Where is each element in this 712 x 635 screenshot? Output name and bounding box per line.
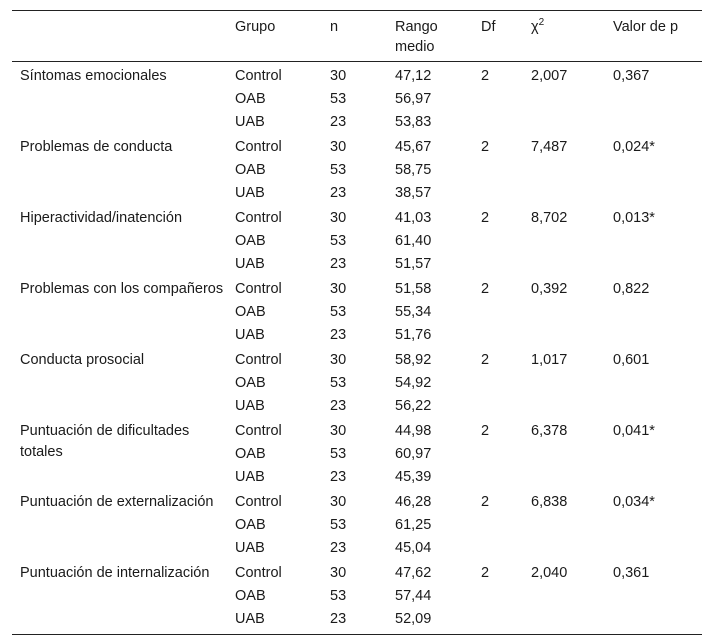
results-table: [12, 10, 702, 635]
rango-cell: 60,97: [395, 446, 432, 462]
p-cell: 0,024*: [613, 139, 655, 155]
rango-cell: 56,22: [395, 398, 432, 414]
n-cell: 30: [330, 210, 347, 226]
df-cell: 2: [481, 423, 490, 439]
group-cell: OAB: [235, 233, 266, 249]
group-cell: OAB: [235, 588, 266, 604]
n-cell: 23: [330, 327, 347, 343]
group-cell: Control: [235, 281, 282, 297]
group-cell: Control: [235, 68, 282, 84]
n-cell: 23: [330, 540, 347, 556]
rango-cell: 51,57: [395, 256, 432, 272]
p-cell: 0,601: [613, 352, 650, 368]
n-cell: 23: [330, 185, 347, 201]
rango-cell: 52,09: [395, 611, 432, 627]
df-cell: 2: [481, 281, 490, 297]
rango-cell: 61,40: [395, 233, 432, 249]
p-cell: 0,041*: [613, 423, 655, 439]
variable-cell: Conducta prosocial: [20, 352, 145, 368]
n-cell: 30: [330, 565, 347, 581]
df-cell: 2: [481, 494, 490, 510]
chi-superscript: 2: [538, 17, 545, 29]
chi-cell: 8,702: [531, 210, 568, 226]
table-body: [12, 62, 702, 635]
df-cell: 2: [481, 139, 490, 155]
df-cell: 2: [481, 352, 490, 368]
n-cell: 30: [330, 281, 347, 297]
n-cell: 53: [330, 91, 347, 107]
rango-cell: 58,92: [395, 352, 432, 368]
rango-cell: 45,67: [395, 139, 432, 155]
group-cell: Control: [235, 139, 282, 155]
rango-cell: 45,39: [395, 469, 432, 485]
chi-cell: 2,040: [531, 565, 568, 581]
rango-cell: 45,04: [395, 540, 432, 556]
n-cell: 53: [330, 233, 347, 249]
n-cell: 23: [330, 398, 347, 414]
table-row: [12, 62, 702, 90]
table-row: [12, 279, 702, 302]
n-cell: 30: [330, 68, 347, 84]
header-row: [12, 11, 702, 62]
header-variable: [12, 11, 235, 62]
n-cell: 30: [330, 139, 347, 155]
group-cell: OAB: [235, 446, 266, 462]
n-cell: 23: [330, 256, 347, 272]
chi-cell: 6,838: [531, 494, 568, 510]
n-cell: 30: [330, 352, 347, 368]
rango-cell: 51,76: [395, 327, 432, 343]
n-cell: 53: [330, 304, 347, 320]
group-cell: Control: [235, 210, 282, 226]
group-cell: OAB: [235, 517, 266, 533]
chi-cell: 0,392: [531, 281, 568, 297]
group-cell: Control: [235, 423, 282, 439]
table-row: [12, 421, 702, 444]
variable-cell: Puntuación de internalización: [20, 565, 210, 581]
chi-symbol: χ: [531, 19, 539, 35]
n-cell: 30: [330, 494, 347, 510]
table-row: [12, 208, 702, 231]
rango-cell: 47,62: [395, 565, 432, 581]
df-cell: 2: [481, 68, 490, 84]
group-cell: UAB: [235, 540, 265, 556]
rango-cell: 54,92: [395, 375, 432, 391]
group-cell: OAB: [235, 162, 266, 178]
group-cell: Control: [235, 352, 282, 368]
chi-cell: 6,378: [531, 423, 568, 439]
variable-cell: Puntuación de externalización: [20, 494, 214, 510]
rango-cell: 46,28: [395, 494, 432, 510]
rango-cell: 47,12: [395, 68, 432, 84]
n-cell: 23: [330, 469, 347, 485]
rango-cell: 38,57: [395, 185, 432, 201]
n-cell: 23: [330, 114, 347, 130]
table-row: [12, 492, 702, 515]
variable-cell: Puntuación de dificultades totales: [20, 423, 190, 460]
rango-cell: 58,75: [395, 162, 432, 178]
header-df: Df: [481, 19, 496, 35]
group-cell: UAB: [235, 611, 265, 627]
rango-cell: 51,58: [395, 281, 432, 297]
rango-cell: 55,34: [395, 304, 432, 320]
rango-cell: 53,83: [395, 114, 432, 130]
rango-cell: 44,98: [395, 423, 432, 439]
group-cell: OAB: [235, 375, 266, 391]
p-cell: 0,034*: [613, 494, 655, 510]
n-cell: 53: [330, 588, 347, 604]
group-cell: UAB: [235, 398, 265, 414]
p-cell: 0,013*: [613, 210, 655, 226]
n-cell: 53: [330, 517, 347, 533]
group-cell: UAB: [235, 256, 265, 272]
chi-cell: 2,007: [531, 68, 568, 84]
chi-cell: 1,017: [531, 352, 568, 368]
n-cell: 53: [330, 162, 347, 178]
variable-cell: Problemas con los compañeros: [20, 281, 224, 297]
header-rango-medio: Rango medio: [395, 19, 438, 55]
p-cell: 0,361: [613, 565, 650, 581]
variable-cell: Problemas de conducta: [20, 139, 173, 155]
header-n: n: [330, 19, 339, 35]
rango-cell: 61,25: [395, 517, 432, 533]
group-cell: Control: [235, 494, 282, 510]
p-cell: 0,367: [613, 68, 650, 84]
chi-cell: 7,487: [531, 139, 568, 155]
table-row: [12, 137, 702, 160]
table-row: [12, 563, 702, 586]
rango-cell: 56,97: [395, 91, 432, 107]
header-chi-square: [531, 11, 613, 62]
n-cell: 53: [330, 375, 347, 391]
df-cell: 2: [481, 210, 490, 226]
header-valor-p: Valor de p: [613, 19, 679, 35]
variable-cell: Síntomas emocionales: [20, 68, 167, 84]
group-cell: UAB: [235, 114, 265, 130]
n-cell: 53: [330, 446, 347, 462]
group-cell: OAB: [235, 304, 266, 320]
rango-cell: 41,03: [395, 210, 432, 226]
group-cell: UAB: [235, 327, 265, 343]
n-cell: 23: [330, 611, 347, 627]
header-grupo: Grupo: [235, 19, 276, 35]
table-row: [12, 350, 702, 373]
table-header: [12, 11, 702, 62]
n-cell: 30: [330, 423, 347, 439]
rango-cell: 57,44: [395, 588, 432, 604]
df-cell: 2: [481, 565, 490, 581]
group-cell: UAB: [235, 469, 265, 485]
group-cell: Control: [235, 565, 282, 581]
variable-cell: Hiperactividad/inatención: [20, 210, 183, 226]
group-cell: OAB: [235, 91, 266, 107]
p-cell: 0,822: [613, 281, 650, 297]
group-cell: UAB: [235, 185, 265, 201]
